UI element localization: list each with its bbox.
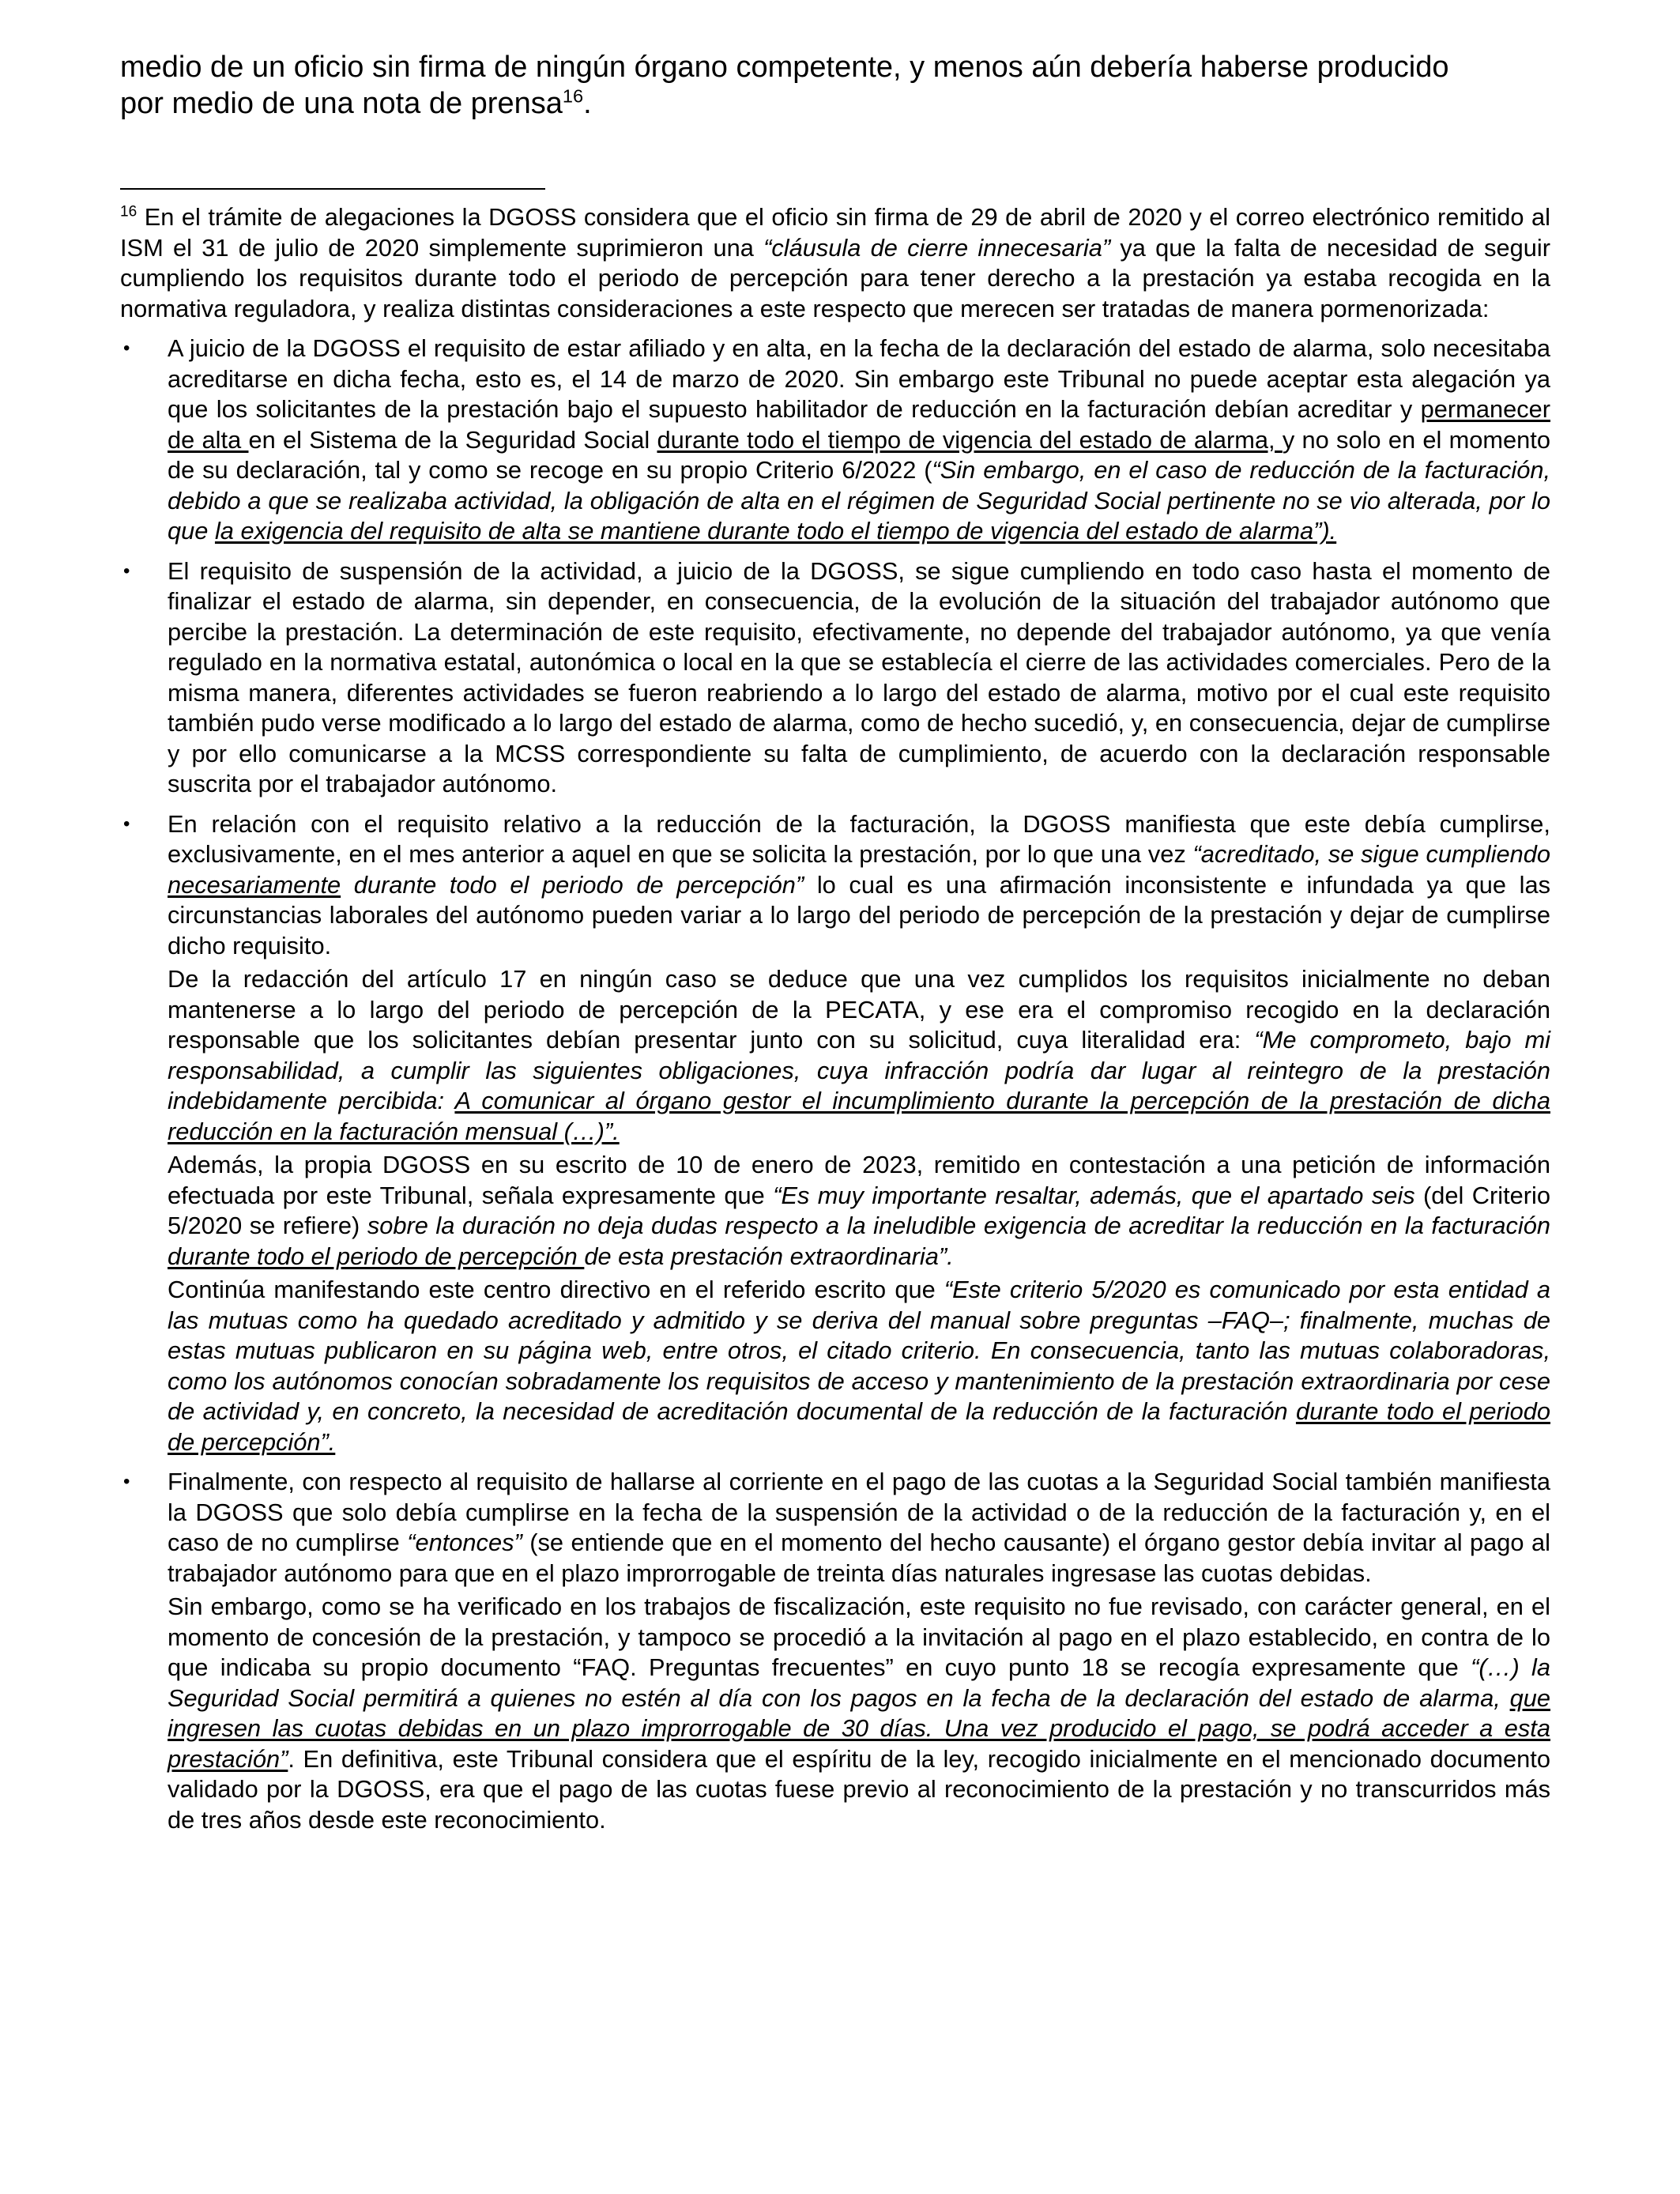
bullet-icon: • <box>123 337 130 359</box>
list-item-suspension <box>120 556 1550 800</box>
document-page <box>120 49 1550 1838</box>
footnote-intro: $^{16}$ En el trámite de alegaciones la DGOSS considera que el oficio sin firma de 29 de abril de 2020 y el correo electrónico remitido al ISM el 31 de julio de 2020 simplemente suprimieron una “cláusula de cierre innecesaria” ya que la falta de necesidad de seguir cumpliendo los requisitos durante todo el periodo de percepción para tener derecho a la prestación ya estaba recogida en la normativa reguladora, y realiza distintas consideraciones a este respecto que merecen ser tratadas de manera pormenorizada: <box>120 203 1550 322</box>
bullet-icon: • <box>123 812 130 835</box>
list-item-text: A juicio de la DGOSS el requisito de estar afiliado y en alta, en la fecha de la declaración del estado de alarma, solo necesitaba acreditarse en dicha fecha, esto es, el 14 de marzo de 2020. Sin embargo este Tribunal no puede aceptar esta alegación ya que los solicitantes de la prestación bajo el supuesto habilitador de reducción en la facturación debían acreditar y permanecer de alta en el Sistema de la Seguridad Social durante todo el tiempo de vigencia del estado de alarma, y no solo en el momento de su declaración, tal y como se recoge en su propio Criterio 6/2022 (“Sin embargo, en el caso de reducción de la facturación, debido a que se realizaba actividad, la obligación de alta en el régimen de Seguridad Social pertinente no se vio alterada, por lo que la exigencia del requisito de alta se mantiene durante todo el tiempo de vigencia del estado de alarma”). <box>168 334 1551 545</box>
list-item-text: El requisito de suspensión de la actividad, a juicio de la DGOSS, se sigue cumpliendo en todo caso hasta el momento de finalizar el estado de alarma, sin depender, en consecuencia, de la evolución de la situación del trabajador autónomo que percibe la prestación. La determinación de este requisito, efectivamente, no depende del trabajador autónomo, ya que venía regulado en la normativa estatal, autonómica o local en la que se establecía el cierre de las actividades comerciales. Pero de la misma manera, diferentes actividades se fueron reabriendo a lo largo del estado de alarma, motivo por el cual este requisito también pudo verse modificado a lo largo del estado de alarma, como de hecho sucedió, y, en consecuencia, dejar de cumplirse y por ello comunicarse a la MCSS correspondiente su falta de cumplimiento, de acuerdo con la declaración responsable suscrita por el trabajador autónomo. <box>168 556 1550 797</box>
body-paragraph-continuation <box>120 49 1550 122</box>
footnote-reference[interactable]: 16 <box>562 85 584 107</box>
list-item-paragraph-2: Sin embargo, como se ha verificado en los trabajos de fiscalización, este requisito no fue revisado, con carácter general, en el momento de concesión de la prestación, y tampoco se procedió a la invitación al pago en el plazo establecido, en contra de lo que indicaba su propio documento “FAQ. Preguntas frecuentes” en cuyo punto 18 se recogía expresamente que “(…) la Seguridad Social permitirá a quienes no estén al día con los pagos en la fecha de la declaración del estado de alarma, que ingresen las cuotas debidas en un plazo improrrogable de 30 días. Una vez producido el pago, se podrá acceder a esta prestación”. En definitiva, este Tribunal considera que el espíritu de la ley, recogido inicialmente en el mencionado documento validado por la DGOSS, era que el pago de las cuotas fuese previo al reconocimiento de la prestación y no transcurridos más de tres años desde este reconocimiento. <box>168 1593 1551 1834</box>
list-item-paragraph-4: Continúa manifestando este centro directivo en el referido escrito que “Este criterio 5/2020 es comunicado por esta entidad a las mutuas como ha quedado acreditado y admitido y se deriva del manual sobre preguntas –FAQ–; finalmente, muchas de estas mutuas publicaron en su página web, entre otros, el citado criterio. En consecuencia, tanto las mutuas colaboradoras, como los autónomos conocían sobradamente los requisitos de acceso y mantenimiento de la prestación extraordinaria por cese de actividad y, en concreto, la necesidad de acreditación documental de la reducción de la facturación durante todo el periodo de percepción”. <box>168 1276 1551 1456</box>
list-item-alta <box>120 334 1550 547</box>
list-item-facturacion <box>120 809 1550 1458</box>
footnote-separator <box>120 188 545 190</box>
footnote-number: 16 <box>120 203 137 221</box>
list-item-paragraph-1: En relación con el requisito relativo a la reducción de la facturación, la DGOSS manifiesta que este debía cumplirse, exclusivamente, en el mes anterior a aquel en que se solicita la prestación, por lo que una vez “acreditado, se sigue cumpliendo necesariamente durante todo el periodo de percepción” lo cual es una afirmación inconsistente e infundada ya que las circunstancias laborales del autónomo pueden variar a lo largo del periodo de percepción de la prestación y dejar de cumplirse dicho requisito. <box>168 809 1550 959</box>
body-line-1: medio de un oficio sin firma de ningún órgano competente, y menos aún debería haberse producido <box>120 51 1449 84</box>
bullet-icon: • <box>123 560 130 582</box>
list-item-paragraph-2: De la redacción del artículo 17 en ningún caso se deduce que una vez cumplidos los requisitos inicialmente no deban mantenerse a lo largo del periodo de percepción de la PECATA, y ese era el compromiso recogido en la declaración responsable que los solicitantes debían presentar junto con su solicitud, cuya literalidad era: “Me comprometo, bajo mi responsabilidad, a cumplir las siguientes obligaciones, cuya infracción podría dar lugar al reintegro de la prestación indebidamente percibida: A comunicar al órgano gestor el incumplimiento durante la percepción de la prestación de dicha reducción en la facturación mensual (…)”. <box>168 965 1550 1145</box>
body-line-2: por medio de una nota de prensa <box>120 87 563 120</box>
list-item-paragraph-1: Finalmente, con respecto al requisito de hallarse al corriente en el pago de las cuotas a la Seguridad Social también manifiesta la DGOSS que solo debía cumplirse en la fecha de la suspensión de la actividad o de la reducción de la facturación y, en el caso de no cumplirse “entonces” (se entiende que en el momento del hecho causante) el órgano gestor debía invitar al pago al trabajador autónomo para que en el plazo improrrogable de treinta días naturales ingresase las cuotas debidas. <box>168 1468 1550 1587</box>
list-item-paragraph-3: Además, la propia DGOSS en su escrito de 10 de enero de 2023, remitido en contestación a una petición de información efectuada por este Tribunal, señala expresamente que “Es muy importante resaltar, además, que el apartado seis (del Criterio 5/2020 se refiere) sobre la duración no deja dudas respecto a la ineludible exigencia de acreditar la reducción en la facturación durante todo el periodo de percepción de esta prestación extraordinaria”. <box>168 1151 1551 1270</box>
body-end-punctuation: . <box>583 87 592 120</box>
footnote-16 <box>120 202 1550 1835</box>
bullet-icon: • <box>123 1471 130 1492</box>
footnote-bullet-list <box>120 334 1550 1835</box>
list-item-cuotas <box>120 1467 1550 1835</box>
